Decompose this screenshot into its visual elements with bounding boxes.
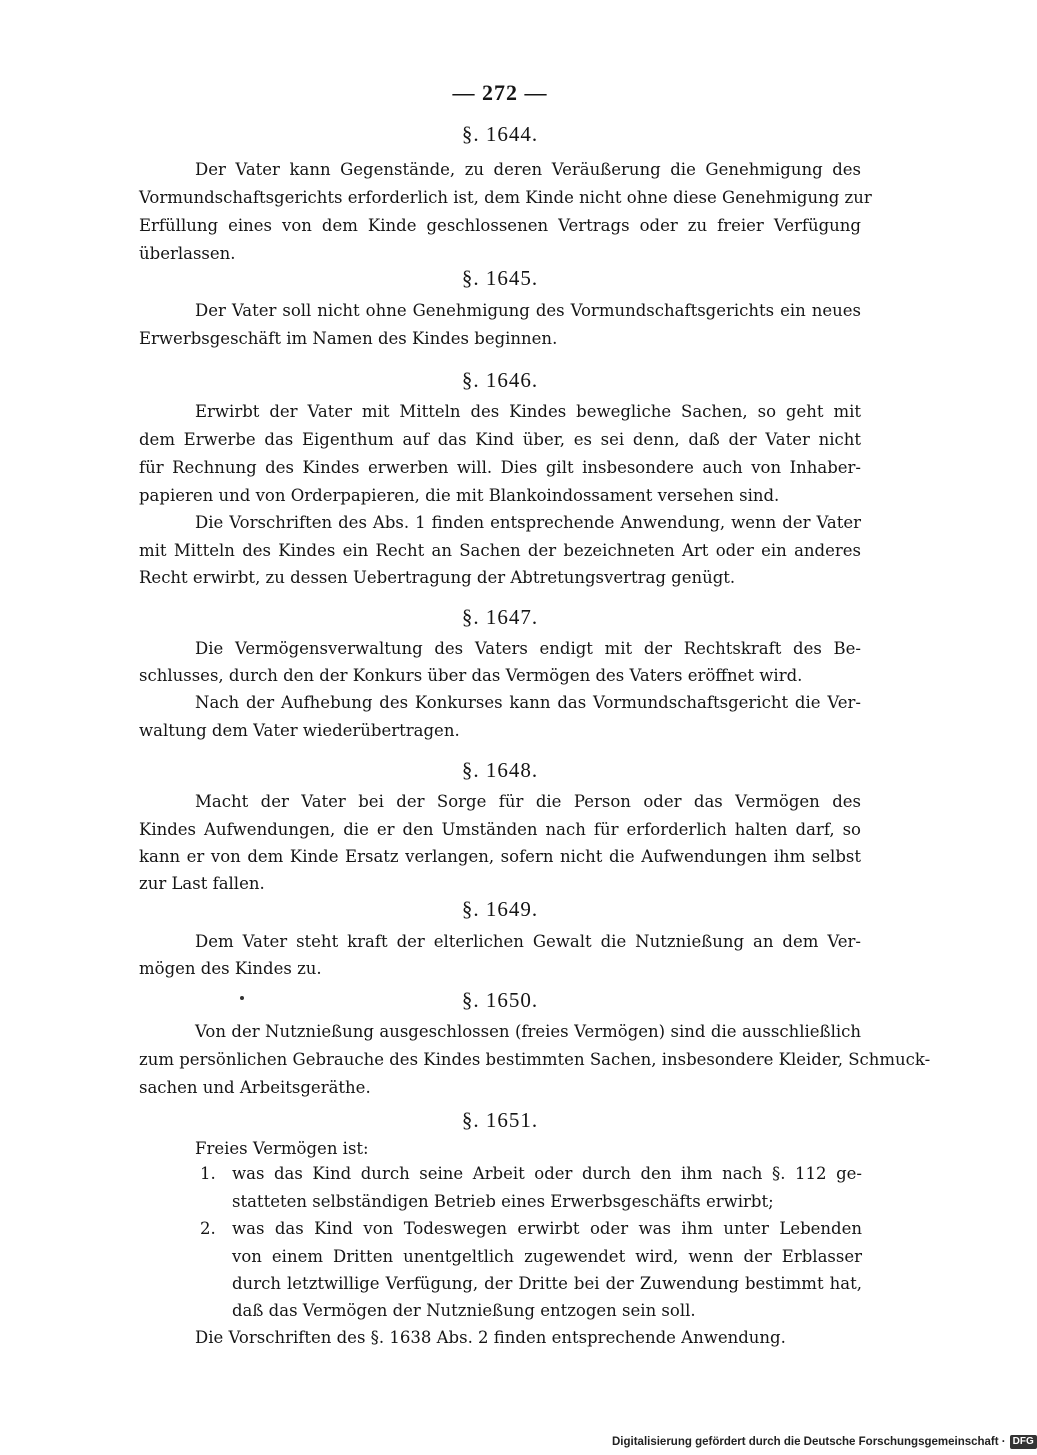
section-heading: §. 1650.: [461, 988, 539, 1012]
text-line: Erwirbt der Vater mit Mitteln des Kindes bewegliche Sachen, so geht mit: [195, 402, 861, 421]
text-line: dem Erwerbe das Eigenthum auf das Kind über, es sei denn, daß der Vater nicht: [139, 430, 861, 449]
text-line: waltung dem Vater wiederübertragen.: [139, 721, 460, 740]
list-item-line: daß das Vermögen der Nutznießung entzogen sein soll.: [232, 1301, 696, 1320]
text-line: zur Last fallen.: [139, 874, 265, 893]
list-item-line: durch letztwillige Verfügung, der Dritte bei der Zuwendung bestimmt hat,: [232, 1274, 862, 1293]
text-line: Erfüllung eines von dem Kinde geschlossenen Vertrags oder zu freier Verfügung: [139, 216, 861, 235]
text-line: Macht der Vater bei der Sorge für die Person oder das Vermögen des: [195, 792, 861, 811]
list-item-line: statteten selbständigen Betrieb eines Erwerbsgeschäfts erwirbt;: [232, 1192, 774, 1211]
text-line: mit Mitteln des Kindes ein Recht an Sachen der bezeichneten Art oder ein anderes: [139, 541, 861, 560]
section-heading: §. 1647.: [461, 605, 539, 629]
section-heading: §. 1651.: [461, 1108, 539, 1132]
text-line: Die Vorschriften des Abs. 1 finden entsprechende Anwendung, wenn der Vater: [195, 513, 861, 532]
text-line: zum persönlichen Gebrauche des Kindes bestimmten Sachen, insbesondere Kleider, Schmuck-: [139, 1050, 931, 1069]
text-line: kann er von dem Kinde Ersatz verlangen, sofern nicht die Aufwendungen ihm selbst: [139, 847, 861, 866]
section-heading: §. 1649.: [461, 897, 539, 921]
section-heading: §. 1648.: [461, 758, 539, 782]
list-number: 1.: [200, 1164, 216, 1183]
text-line: schlusses, durch den der Konkurs über das Vermögen des Vaters eröffnet wird.: [139, 666, 803, 685]
text-line: Die Vermögensverwaltung des Vaters endigt mit der Rechtskraft des Be-: [195, 639, 861, 658]
text-line: Die Vorschriften des §. 1638 Abs. 2 finden entsprechende Anwendung.: [195, 1328, 786, 1347]
text-line: Der Vater soll nicht ohne Genehmigung des Vormundschaftsgerichts ein neues: [195, 301, 861, 320]
text-line: Erwerbsgeschäft im Namen des Kindes beginnen.: [139, 329, 558, 348]
list-number: 2.: [200, 1219, 216, 1238]
text-line: Nach der Aufhebung des Konkurses kann das Vormundschaftsgericht die Ver-: [195, 693, 861, 712]
text-line: für Rechnung des Kindes erwerben will. Dies gilt insbesondere auch von Inhaber-: [139, 458, 861, 477]
section-heading: §. 1645.: [461, 266, 539, 290]
text-line: Kindes Aufwendungen, die er den Umständen nach für erforderlich halten darf, so: [139, 820, 861, 839]
text-line: Der Vater kann Gegenstände, zu deren Veräußerung die Genehmigung des: [195, 160, 861, 179]
text-line: Dem Vater steht kraft der elterlichen Gewalt die Nutznießung an dem Ver-: [195, 932, 861, 951]
list-item-line: von einem Dritten unentgeltlich zugewendet wird, wenn der Erblasser: [232, 1247, 862, 1266]
list-item-line: was das Kind von Todeswegen erwirbt oder was ihm unter Lebenden: [232, 1219, 862, 1238]
section-heading: §. 1644.: [461, 122, 539, 146]
text-line: Recht erwirbt, zu dessen Uebertragung der Abtretungsvertrag genügt.: [139, 568, 736, 587]
text-line: papieren und von Orderpapieren, die mit Blankoindossament versehen sind.: [139, 486, 780, 505]
section-heading: §. 1646.: [461, 368, 539, 392]
text-line: sachen und Arbeitsgeräthe.: [139, 1078, 371, 1097]
text-line: Vormundschaftsgerichts erforderlich ist, dem Kinde nicht ohne diese Genehmigung zur: [139, 188, 872, 207]
footer-text: Digitalisierung gefördert durch die Deutsche Forschungsgemeinschaft ·: [612, 1436, 1006, 1448]
text-line: überlassen.: [139, 244, 236, 263]
text-line: Freies Vermögen ist:: [195, 1139, 369, 1158]
dfg-logo: DFG: [1010, 1435, 1037, 1449]
text-line: Von der Nutznießung ausgeschlossen (freies Vermögen) sind die ausschließlich: [195, 1022, 861, 1041]
page-number: — 272 —: [452, 80, 548, 105]
list-item-line: was das Kind durch seine Arbeit oder durch den ihm nach §. 112 ge-: [232, 1164, 862, 1183]
digitization-footer: [612, 1434, 1037, 1450]
text-line: mögen des Kindes zu.: [139, 959, 322, 978]
